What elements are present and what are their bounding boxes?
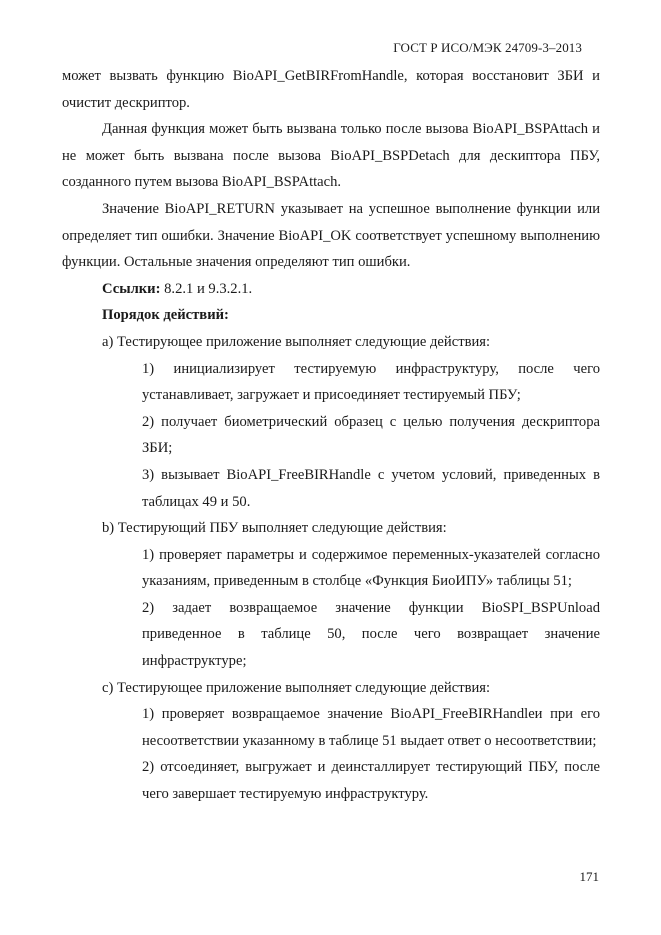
step-b-title: b) Тестирующий ПБУ выполняет следующие действия:: [102, 520, 447, 537]
step-a-item-3: 3) вызывает BioAPI_FreeBIRHandle с учетом условий, приведенных в таблицах 49 и 50.: [142, 466, 600, 510]
step-a-item-2: 2) получает биометрический образец с целью получения дескриптора ЗБИ;: [142, 413, 600, 457]
references-line: [62, 276, 600, 303]
page-body: [62, 63, 600, 808]
document-header: ГОСТ Р ИСО/МЭК 24709-3–2013: [393, 40, 582, 55]
paragraph-return-value: Значение BioAPI_RETURN указывает на успешное выполнение функции или определяет тип ошибки. Значение BioAPI_OK соответствует успешному выполнению функции. Остальные значения определяют тип ошибки.: [62, 200, 600, 271]
procedure-heading: Порядок действий:: [102, 307, 229, 324]
step-a-title: а) Тестирующее приложение выполняет следующие действия:: [102, 333, 491, 350]
references-value: 8.2.1 и 9.3.2.1.: [160, 280, 253, 297]
step-c-item-1: 1) проверяет возвращаемое значение BioAPI_FreeBIRHandleи при его несоответствии указанному в таблице 51 выдает ответ о несоответствии;: [142, 706, 600, 749]
step-a-item-1: 1) инициализирует тестируемую инфраструктуру, после чего устанавливает, загружает и присоединяет тестируемый ПБУ;: [142, 360, 600, 404]
step-b-item-2: 2) задает возвращаемое значение функции BioSPI_BSPUnload приведенное в таблице 50, после чего возвращает значение инфраструктуре;: [142, 599, 600, 670]
step-c-title: с) Тестирующее приложение выполняет следующие действия:: [102, 679, 491, 696]
step-b-item-1: 1) проверяет параметры и содержимое переменных-указателей согласно указаниям, приведенным в столбце «Функция БиоИПУ» таблицы 51;: [142, 546, 600, 590]
references-label: Ссылки:: [102, 280, 161, 297]
paragraph-continuation: может вызвать функцию BioAPI_GetBIRFromHandle, которая восстановит ЗБИ и очистит дескриптор.: [62, 68, 600, 111]
paragraph-attach-condition: Данная функция может быть вызвана только после вызова BioAPI_BSPAttach и не может быть вызвана после вызова BioAPI_BSPDetach для дескиптора ПБУ, созданного путем вызова BioAPI_BSPAttach.: [62, 121, 600, 191]
page-number: 171: [579, 869, 599, 884]
step-c-item-2: 2) отсоединяет, выгружает и деинсталлирует тестирующий ПБУ, после чего завершает тестируемую инфраструктуру.: [142, 759, 600, 803]
